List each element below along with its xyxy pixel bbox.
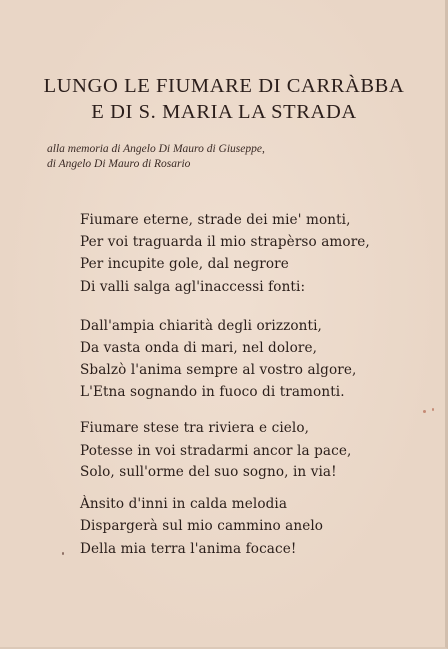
- stanza-4-line-2: Dispargerà sul mio cammino anelo: [80, 518, 324, 534]
- poem-title-line-1: LUNGO LE FIUMARE DI CARRÀBBA: [43, 75, 405, 97]
- stanza-2-line-2: Da vasta onda di mari, nel dolore,: [80, 340, 318, 356]
- poem-title-line-2: E DI S. MARIA LA STRADA: [91, 101, 357, 123]
- stanza-2-line-4: L'Etna sognando in fuoco di tramonti.: [80, 384, 345, 400]
- stanza-1-line-2: Per voi traguarda il mio strapèrso amore,: [80, 234, 370, 250]
- stanza-1-line-4: Di valli salga agl'inaccessi fonti:: [80, 279, 306, 295]
- stanza-2-line-3: Sbalzò l'anima sempre al vostro algore,: [80, 362, 357, 378]
- stanza-3-line-1: Fiumare stese tra riviera e cielo,: [80, 420, 310, 436]
- paper-stain-mark: [432, 408, 434, 411]
- stanza-4-line-1: Ànsito d'inni in calda melodia: [80, 496, 288, 512]
- paper-stain-mark: [423, 410, 426, 413]
- dedication-line-2: di Angelo Di Mauro di Rosario: [47, 158, 191, 170]
- stanza-1-line-3: Per incupite gole, dal negrore: [80, 256, 289, 272]
- stanza-3-line-3: Solo, sull'orme del suo sogno, in via!: [80, 464, 337, 480]
- stanza-3-line-2: Potesse in voi stradarmi ancor la pace,: [80, 443, 352, 459]
- stanza-1-line-1: Fiumare eterne, strade dei mie' monti,: [80, 212, 351, 228]
- stanza-2-line-1: Dall'ampia chiarità degli orizzonti,: [80, 318, 322, 334]
- dedication-line-1: alla memoria di Angelo Di Mauro di Giuseppe,: [47, 143, 265, 155]
- stanza-4-line-3: Della mia terra l'anima focace!: [80, 541, 297, 557]
- paper-stain-mark: [62, 552, 64, 555]
